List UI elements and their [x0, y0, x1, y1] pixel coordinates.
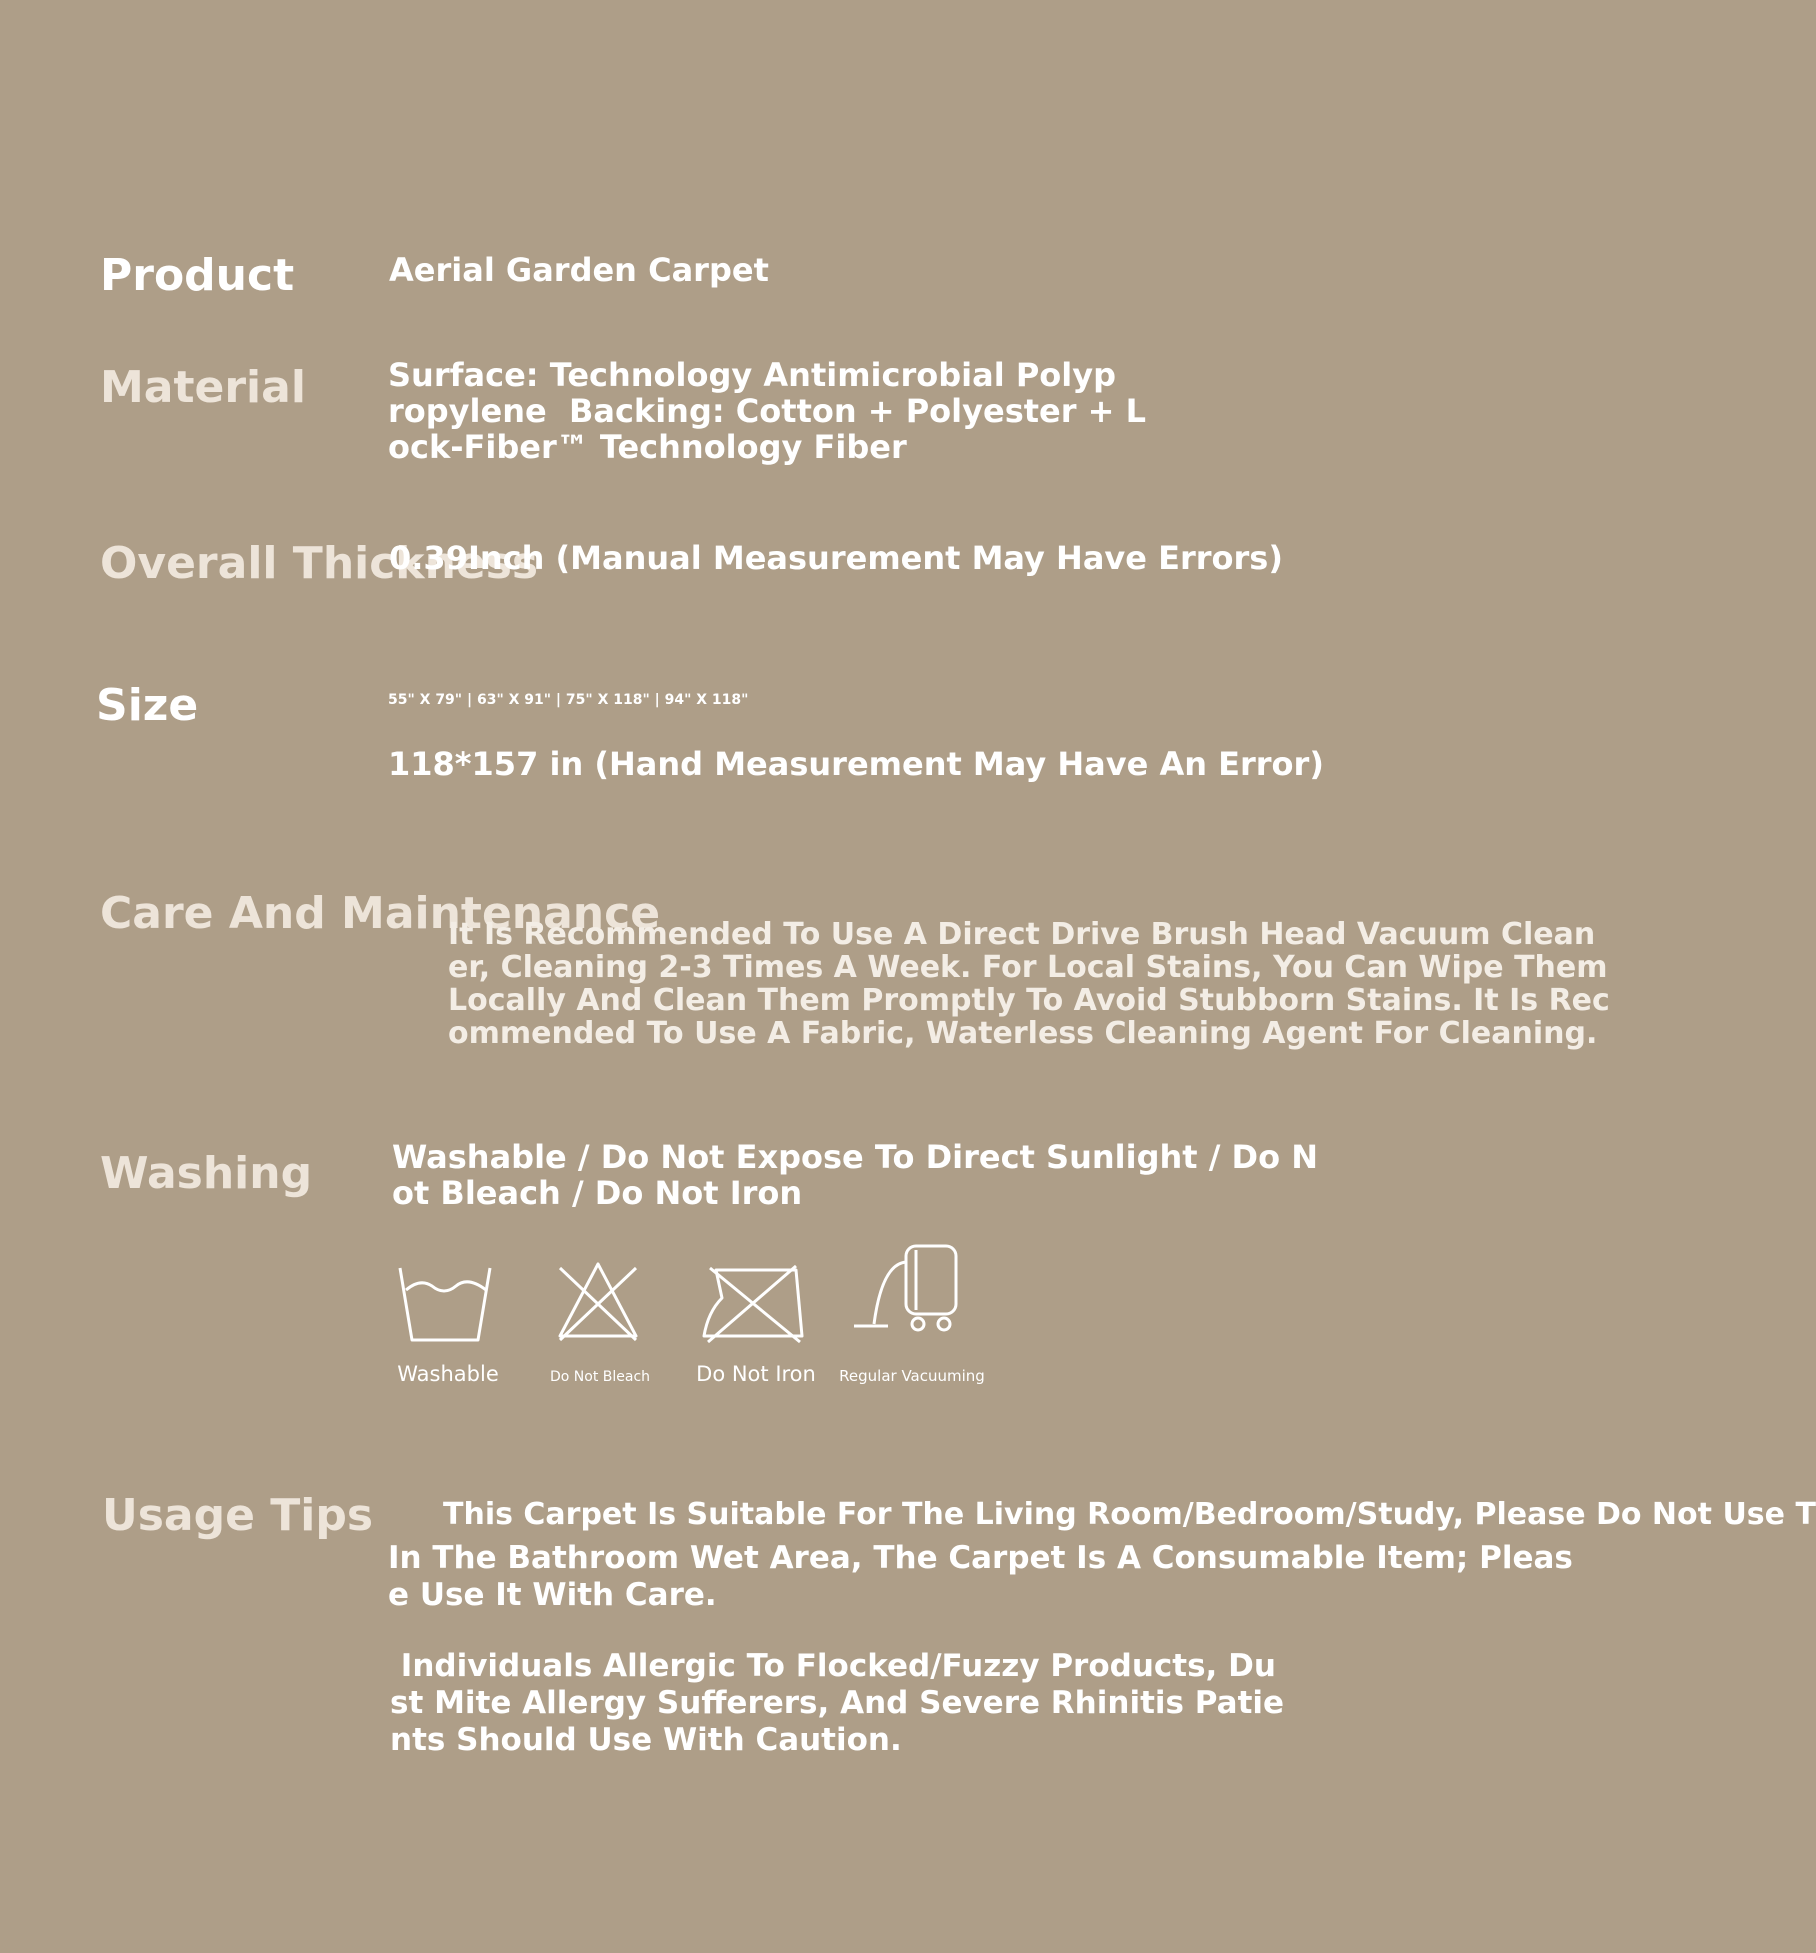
material-label: Material [100, 362, 306, 413]
material-value: Surface: Technology Antimicrobial Polyp ropylene Backing: Cotton + Polyester + L ock-Fiber™ Technology Fiber [388, 356, 1146, 466]
vacuum-cleaner-icon [852, 1244, 964, 1336]
product-label: Product [100, 250, 295, 301]
washing-value: Washable / Do Not Expose To Direct Sunlight / Do N ot Bleach / Do Not Iron [392, 1138, 1318, 1212]
washing-label: Washing [100, 1148, 313, 1199]
do-not-bleach-icon [554, 1260, 642, 1342]
wash-basin-icon [396, 1262, 492, 1342]
usage-tips-line2: In The Bathroom Wet Area, The Carpet Is A Consumable Item; Pleas e Use It With Care. [388, 1540, 1573, 1613]
regular-vacuuming-caption: Regular Vacuuming [839, 1367, 985, 1385]
thickness-label: Overall Thickness [100, 538, 539, 589]
do-not-iron-caption: Do Not Iron [696, 1362, 816, 1386]
washable-caption: Washable [397, 1362, 499, 1386]
do-not-bleach-caption: Do Not Bleach [549, 1369, 651, 1385]
size-label: Size [96, 680, 199, 731]
care-value: It Is Recommended To Use A Direct Drive Brush Head Vacuum Clean er, Cleaning 2-3 Times A Week. For Local Stains, You Can Wipe Them Locally And Clean Them Promptly To Avoid Stubborn Stains. It Is Rec ommended To Use A Fabric, Waterless Cleaning Agent For Cleaning. [448, 917, 1610, 1051]
do-not-iron-icon [702, 1262, 804, 1344]
usage-tips-label: Usage Tips [102, 1490, 374, 1541]
thickness-value: 0.39Inch (Manual Measurement May Have Errors) [389, 539, 1283, 577]
product-value: Aerial Garden Carpet [389, 251, 769, 289]
size-value: 118*157 in (Hand Measurement May Have An Error) [388, 745, 1324, 783]
size-options: 55" X 79" | 63" X 91" | 75" X 118" | 94" X 118" [388, 692, 749, 708]
usage-tips-line1: This Carpet Is Suitable For The Living Room/Bedroom/Study, Please Do Not Use T [443, 1497, 1816, 1532]
care-label: Care And Maintenance [100, 888, 661, 939]
usage-tips-warning: Individuals Allergic To Flocked/Fuzzy Products, Du st Mite Allergy Sufferers, And Severe Rhinitis Patie nts Should Use With Caution. [390, 1648, 1285, 1758]
